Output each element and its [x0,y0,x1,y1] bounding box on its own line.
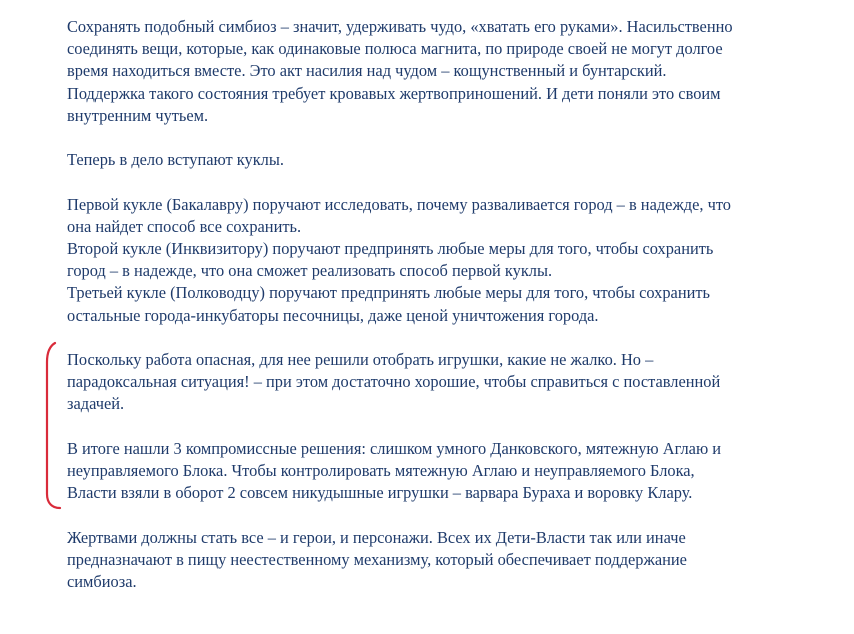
paragraph-second-doll: Второй кукле (Инквизитору) поручают предпринять любые меры для того, чтобы сохранить город – в надежде, что она сможет реализовать способ первой куклы. [67,239,714,281]
paragraph-compromise: В итоге нашли 3 компромиссные решения: слишком умного Данковского, мятежную Аглаю и неуправляемого Блока. Чтобы контролировать мятежную Аглаю и неуправляемого Блока, Власти взяли в оборот 2 совсем никудышные игрушки – варвара Бураха и воровку Клару. [67,438,722,503]
paragraph-first-doll: Первой кукле (Бакалавру) поручают исследовать, почему разваливается город – в надежде, что она найдет способ все сохранить. [67,194,731,236]
paragraph-dolls-intro: Теперь в дело вступают куклы. [67,150,284,170]
paragraph-victims: Жертвами должны стать все – и герои, и персонажи. Всех их Дети-Власти так или иначе предназначают в пищу неестественному механизму, который обеспечивает поддержание симбиоза. [67,527,687,591]
red-bracket-stroke [47,343,60,508]
paragraph-third-doll: Третьей кукле (Полководцу) поручают предпринять любые меры для того, чтобы сохранить остальные города-инкубаторы песочницы, даже ценой уничтожения города. [67,283,711,325]
paragraph-symbiosis: Сохранять подобный симбиоз – значит, удерживать чудо, «хватать его руками». Насильственно соединять вещи, которые, как одинаковые полюса магнита, по природе своей не могут долгое время находиться вместе. Это акт насилия над чудом – кощунственный и бунтарский. Поддержка такого состояния требует кровавых жертвоприношений. И дети поняли это своим внутренним чутьем. [67,17,733,125]
document-body [67,16,827,615]
paragraph-toys: Поскольку работа опасная, для нее решили отобрать игрушки, какие не жалко. Но – парадоксальная ситуация! – при этом достаточно хорошие, чтобы справиться с поставленной задачей. [67,350,721,414]
